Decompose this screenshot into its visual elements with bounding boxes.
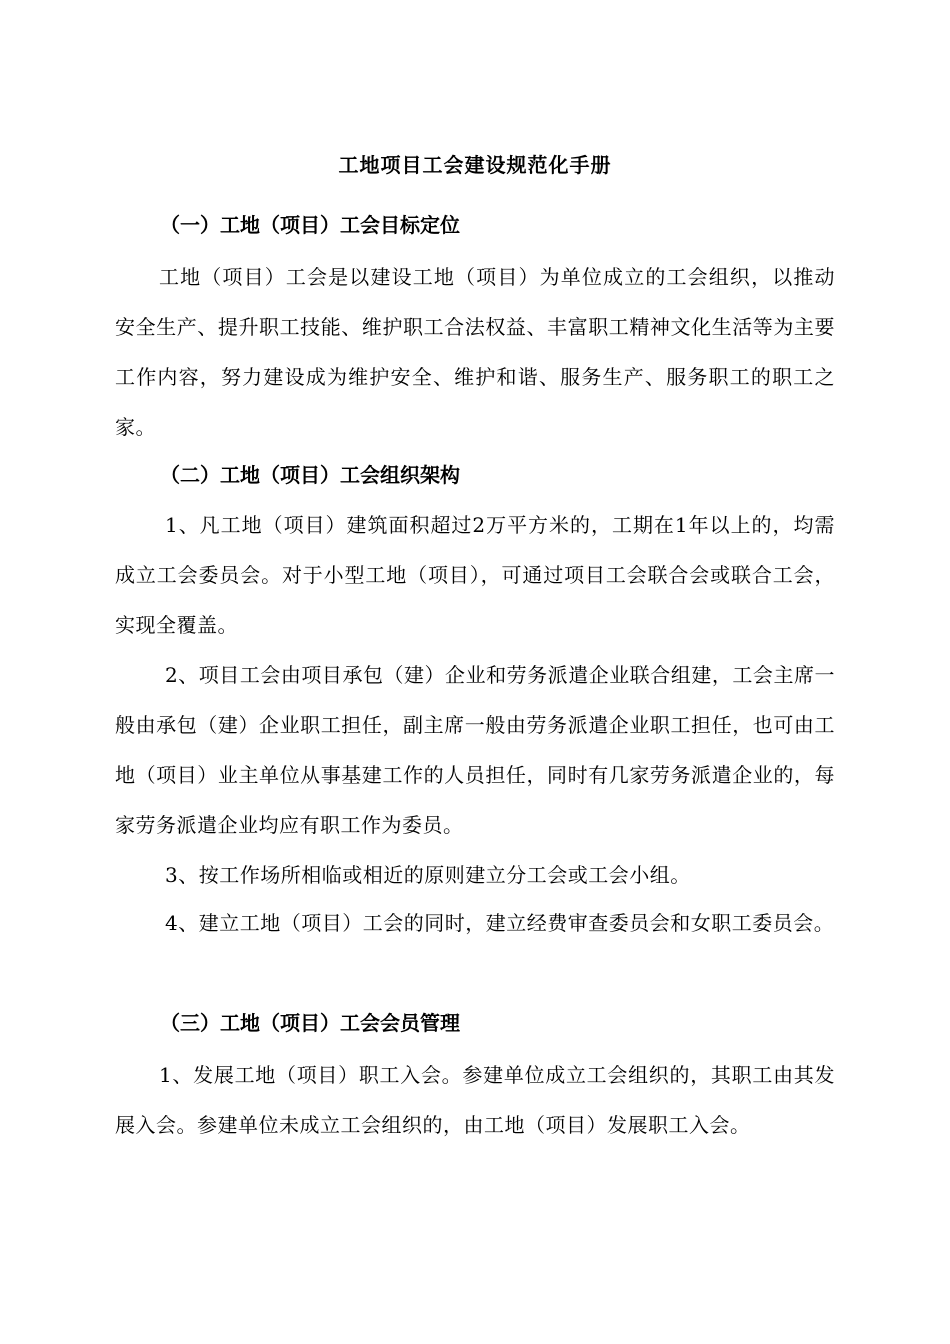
section-2-heading: （二）工地（项目）工会组织架构 <box>160 463 460 487</box>
section-2-paragraph-1: 1、凡工地（项目）建筑面积超过2万平方米的，工期在1年以上的，均需成立工会委员会。对于小型工地（项目），可通过项目工会联合会或联合工会，实现全覆盖。 <box>115 513 835 637</box>
section-3-heading: （三）工地（项目）工会会员管理 <box>160 1011 460 1035</box>
section-2-paragraph-4: 4、建立工地（项目）工会的同时，建立经费审查委员会和女职工委员会。 <box>165 911 835 935</box>
section-1-heading: （一）工地（项目）工会目标定位 <box>160 213 460 237</box>
section-2-paragraph-3: 3、按工作场所相临或相近的原则建立分工会或工会小组。 <box>165 863 691 887</box>
section-1-paragraph-1: 工地（项目）工会是以建设工地（项目）为单位成立的工会组织，以推动安全生产、提升职工技能、维护职工合法权益、丰富职工精神文化生活等为主要工作内容，努力建设成为维护安全、维护和谐、服务生产、服务职工的职工之家。 <box>115 265 835 439</box>
section-3-paragraph-1: 1、发展工地（项目）职工入会。参建单位成立工会组织的，其职工由其发展入会。参建单位未成立工会组织的，由工地（项目）发展职工入会。 <box>115 1063 835 1137</box>
section-2-paragraph-2: 2、项目工会由项目承包（建）企业和劳务派遣企业联合组建，工会主席一般由承包（建）企业职工担任，副主席一般由劳务派遣企业职工担任，也可由工地（项目）业主单位从事基建工作的人员担任，同时有几家劳务派遣企业的，每家劳务派遣企业均应有职工作为委员。 <box>115 663 835 837</box>
document-title: 工地项目工会建设规范化手册 <box>338 153 612 177</box>
